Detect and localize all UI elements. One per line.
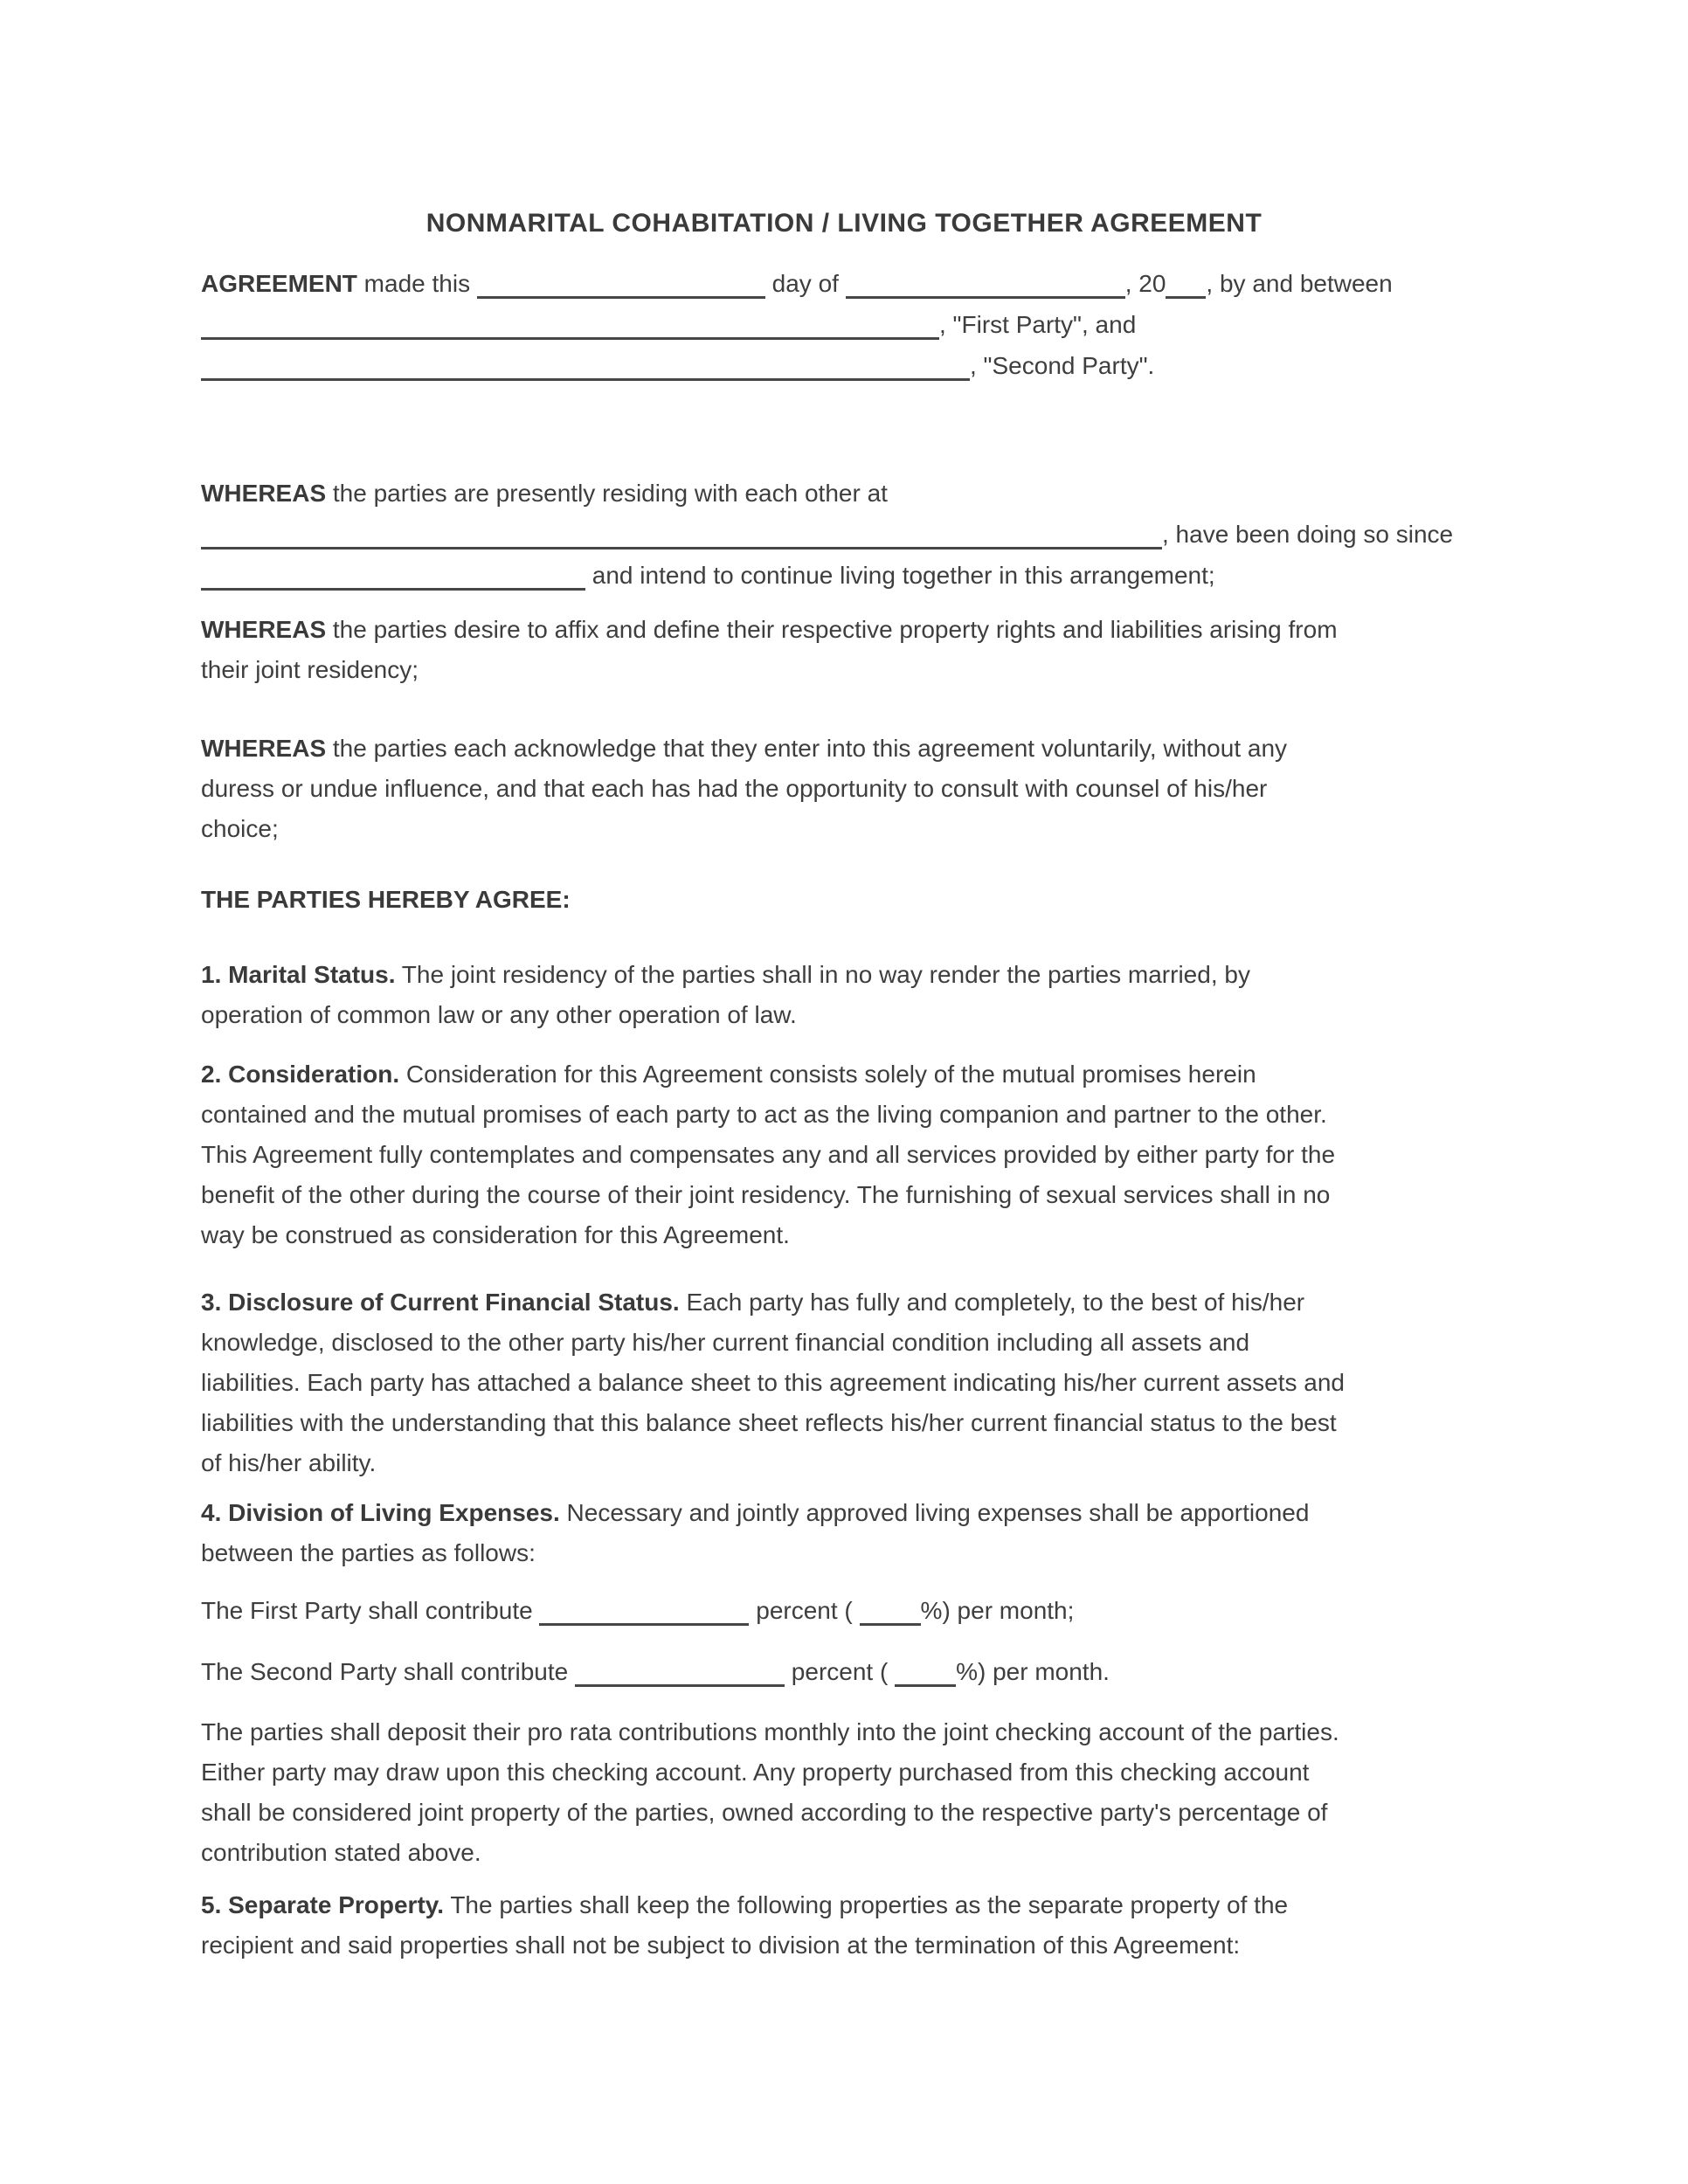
paragraph-living-expenses (201, 1493, 1487, 1573)
bold-text: WHEREAS (201, 480, 327, 507)
text: the parties desire to affix and define their respective property rights and liabilities arising from (326, 616, 1338, 643)
text-line (201, 1282, 1487, 1323)
paragraph-intro (201, 263, 1487, 386)
paragraph-whereas-voluntary (201, 729, 1487, 849)
blank-field (201, 514, 1162, 549)
text: contribution stated above. (201, 1839, 481, 1866)
text-line (201, 880, 1487, 920)
text-line (201, 729, 1487, 769)
text-line (201, 304, 1487, 345)
text: operation of common law or any other operation of law. (201, 1001, 797, 1028)
paragraph-whereas-residence (201, 473, 1487, 596)
text-line (201, 1793, 1487, 1833)
text: benefit of the other during the course of their joint residency. The furnishing of sexual services shall in no (201, 1181, 1331, 1208)
text-line (201, 650, 1487, 690)
text: way be construed as consideration for this Agreement. (201, 1221, 790, 1248)
blank-field (477, 263, 765, 299)
text-line (201, 345, 1487, 386)
paragraph-joint-account (201, 1712, 1487, 1873)
paragraph-marital-status (201, 955, 1487, 1035)
text: , "First Party", and (939, 311, 1137, 338)
text-line (201, 1752, 1487, 1793)
text-line (201, 473, 1487, 514)
text-line (201, 1363, 1487, 1403)
text: Necessary and jointly approved living expenses shall be apportioned (559, 1499, 1310, 1526)
text: , by and between (1206, 270, 1393, 297)
text-line (201, 1712, 1487, 1752)
bold-text: WHEREAS (201, 735, 327, 762)
bold-text: 4. Division of Living Expenses. (201, 1499, 560, 1526)
text: %) per month; (920, 1597, 1075, 1624)
paragraph-agreement-heading (201, 880, 1487, 920)
blank-field (860, 1590, 921, 1626)
text: between the parties as follows: (201, 1539, 536, 1566)
text: choice; (201, 815, 279, 842)
text: The parties shall keep the following properties as the separate property of the (444, 1891, 1289, 1918)
text: %) per month. (956, 1658, 1110, 1685)
paragraph-second-party-contribution (201, 1651, 1487, 1692)
text-line (201, 610, 1487, 650)
blank-field (201, 345, 970, 381)
bold-text: AGREEMENT (201, 270, 357, 297)
text: , "Second Party". (970, 352, 1155, 379)
blank-field (201, 555, 585, 591)
text: This Agreement fully contemplates and compensates any and all services provided by either party for the (201, 1141, 1336, 1168)
text-line (201, 1443, 1487, 1483)
blank-field (846, 263, 1125, 299)
text: duress or undue influence, and that each has had the opportunity to consult with counsel of his/her (201, 775, 1268, 802)
paragraph-financial-disclosure (201, 1282, 1487, 1483)
paragraph-consideration (201, 1054, 1487, 1255)
text: contained and the mutual promises of each party to act as the living companion and partner to the other. (201, 1101, 1327, 1128)
bold-text: WHEREAS (201, 616, 327, 643)
text-line (201, 769, 1487, 809)
text: the parties are presently residing with each other at (326, 480, 888, 507)
text-line (201, 1215, 1487, 1255)
text: their joint residency; (201, 656, 419, 683)
paragraph-first-party-contribution (201, 1590, 1487, 1631)
document-body (201, 263, 1487, 1966)
text-line (201, 1833, 1487, 1873)
text-line (201, 1175, 1487, 1215)
text-line (201, 1651, 1487, 1692)
bold-text: 5. Separate Property. (201, 1891, 445, 1918)
text: liabilities. Each party has attached a balance sheet to this agreement indicating his/her current assets and (201, 1369, 1345, 1396)
text: the parties each acknowledge that they enter into this agreement voluntarily, without any (326, 735, 1288, 762)
text: The Second Party shall contribute (201, 1658, 576, 1685)
text: , have been doing so since (1162, 521, 1454, 548)
text-line (201, 514, 1487, 555)
paragraph-whereas-property-rights (201, 610, 1487, 690)
blank-field (201, 304, 939, 340)
text-line (201, 555, 1487, 596)
blank-field (539, 1590, 749, 1626)
text-line (201, 1135, 1487, 1175)
text-line (201, 1885, 1487, 1925)
text: The parties shall deposit their pro rata contributions monthly into the joint checking account of the parties. (201, 1718, 1339, 1745)
text: made this (356, 270, 477, 297)
text: Each party has fully and completely, to the best of his/her (679, 1289, 1305, 1316)
text: knowledge, disclosed to the other party his/her current financial condition including all assets and (201, 1329, 1250, 1356)
text-line (201, 1590, 1487, 1631)
text: and intend to continue living together in this arrangement; (585, 562, 1215, 589)
text: recipient and said properties shall not be subject to division at the termination of this Agreement: (201, 1932, 1241, 1959)
text: liabilities with the understanding that this balance sheet reflects his/her current financial status to the best (201, 1409, 1337, 1436)
text-line (201, 1095, 1487, 1135)
text: percent ( (749, 1597, 860, 1624)
text-line (201, 809, 1487, 849)
text-line (201, 995, 1487, 1035)
text: Consideration for this Agreement consists solely of the mutual promises herein (399, 1061, 1256, 1088)
text-line (201, 1054, 1487, 1095)
text: Either party may draw upon this checking account. Any property purchased from this checking account (201, 1759, 1310, 1786)
text: The joint residency of the parties shall in no way render the parties married, by (395, 961, 1250, 988)
text: , 20 (1124, 270, 1166, 297)
text: of his/her ability. (201, 1449, 377, 1476)
text-line (201, 1323, 1487, 1363)
bold-text: 3. Disclosure of Current Financial Status. (201, 1289, 680, 1316)
blank-field (575, 1651, 785, 1687)
text-line (201, 1925, 1487, 1966)
text: percent ( (785, 1658, 896, 1685)
text-line (201, 1403, 1487, 1443)
bold-text: 2. Consideration. (201, 1061, 400, 1088)
bold-text: THE PARTIES HEREBY AGREE: (201, 886, 571, 913)
text-line (201, 1533, 1487, 1573)
blank-field (895, 1651, 956, 1687)
text-line (201, 955, 1487, 995)
paragraph-separate-property (201, 1885, 1487, 1966)
document-title: NONMARITAL COHABITATION / LIVING TOGETHER AGREEMENT (425, 209, 1263, 238)
text-line (201, 1493, 1487, 1533)
text-line (201, 263, 1487, 304)
text: day of (764, 270, 846, 297)
text: The First Party shall contribute (201, 1597, 540, 1624)
bold-text: 1. Marital Status. (201, 961, 396, 988)
blank-field (1166, 263, 1206, 299)
text: shall be considered joint property of the parties, owned according to the respective party's percentage of (201, 1799, 1328, 1826)
